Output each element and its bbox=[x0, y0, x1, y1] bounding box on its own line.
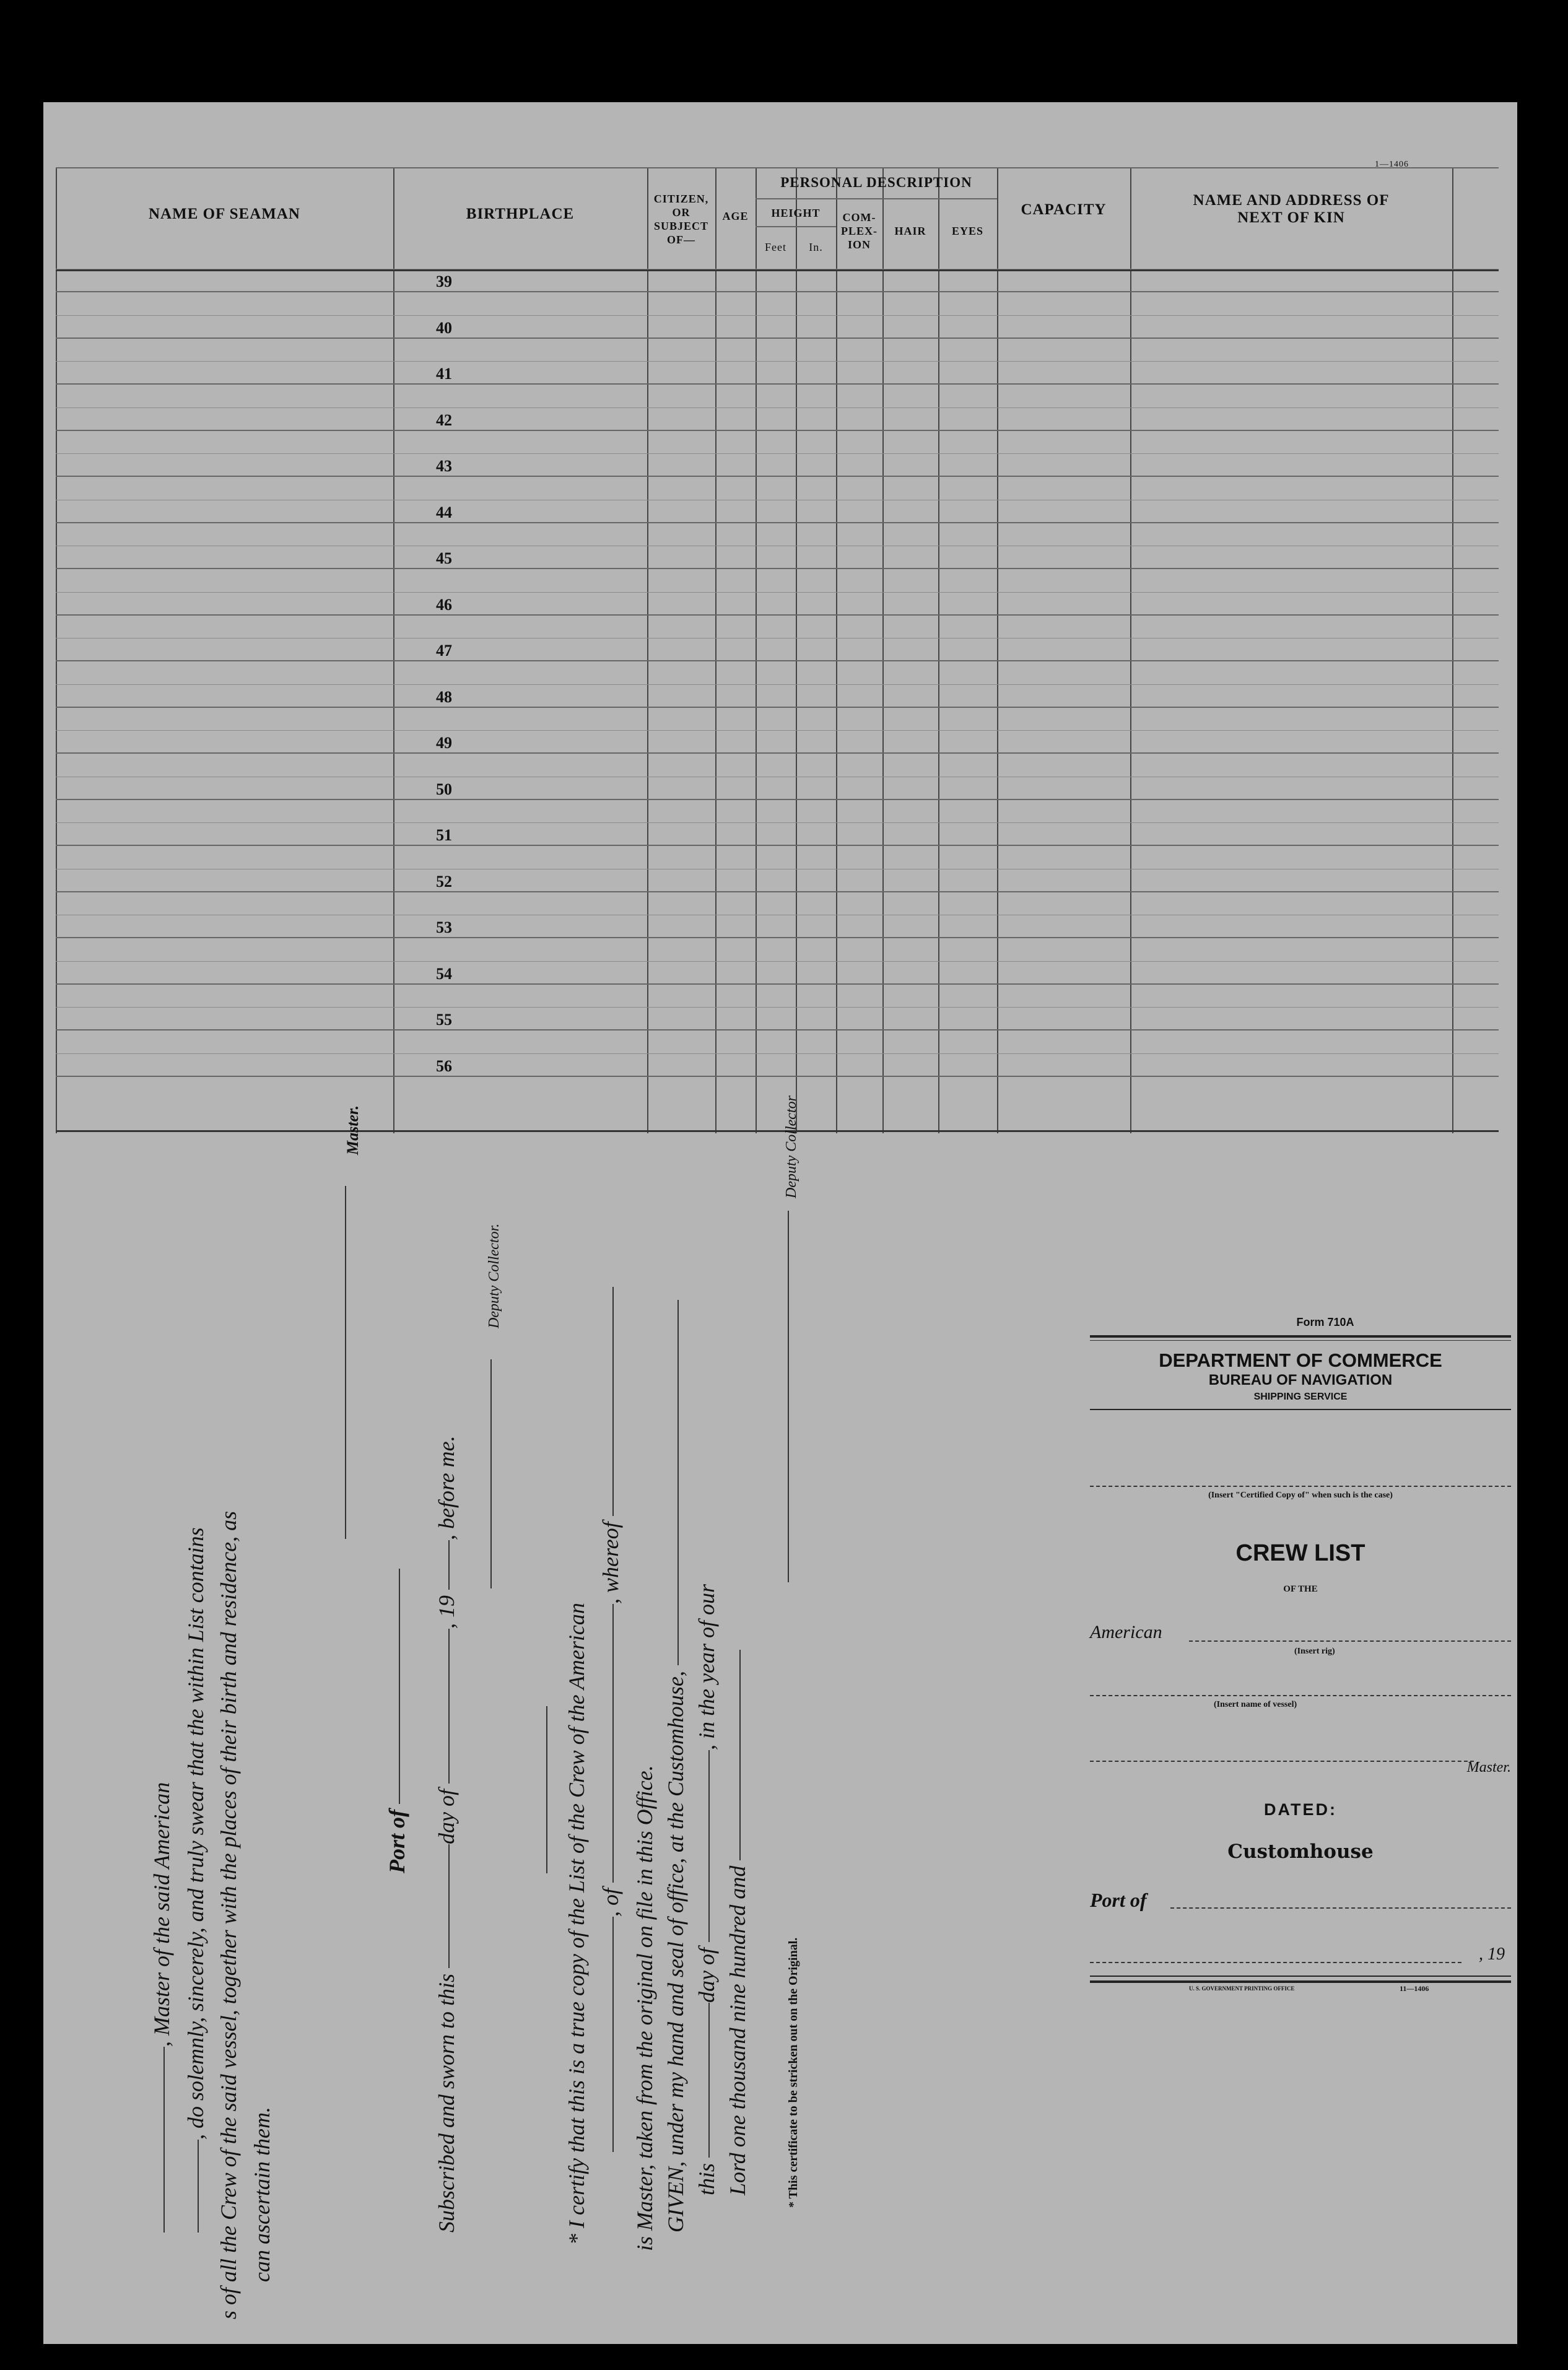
header-birthplace: BIRTHPLACE bbox=[466, 206, 575, 222]
master-caption: Master. bbox=[344, 1105, 362, 1155]
row-subline bbox=[56, 822, 1499, 823]
department-title: DEPARTMENT OF COMMERCE bbox=[1159, 1349, 1442, 1371]
master-line: Master. bbox=[1090, 1759, 1511, 1784]
vessel-name-instruction: (Insert name of vessel) bbox=[1214, 1700, 1297, 1709]
port-line: Port of bbox=[1090, 1889, 1511, 1914]
certified-copy-instruction: (Insert "Certified Copy of" when such is the case) bbox=[1208, 1491, 1393, 1500]
header-personal-description: PERSONAL DESCRIPTION bbox=[780, 175, 972, 190]
certificate-deputy-collector: Deputy Collector bbox=[783, 1096, 799, 1198]
oath-line-3: s of all the Crew of the said vessel, together with the places of their birth and residence, as bbox=[216, 1510, 241, 2319]
row-line bbox=[56, 291, 1499, 292]
row-number: 43 bbox=[436, 457, 452, 475]
oath-port-line: Port of bbox=[384, 1569, 410, 1873]
row-number: 45 bbox=[436, 549, 452, 567]
row-subline bbox=[56, 315, 1499, 316]
header-feet: Feet bbox=[765, 241, 786, 253]
row-number: 53 bbox=[436, 918, 452, 936]
row-subline bbox=[56, 361, 1499, 362]
oath-line-4: can ascertain them. bbox=[250, 2107, 274, 2282]
form-number: Form 710A bbox=[1296, 1316, 1354, 1328]
row-line bbox=[56, 430, 1499, 431]
subscribed-line: Subscribed and sworn to this day of , 19 , before me. bbox=[434, 1436, 459, 2233]
service-title: SHIPPING SERVICE bbox=[1253, 1392, 1348, 1402]
row-number: 56 bbox=[436, 1056, 452, 1075]
row-line bbox=[56, 568, 1499, 569]
oath-line-2: , do solemnly, sincerely, and truly swear that the within List contains bbox=[183, 1527, 209, 2233]
form-code: 1—1406 bbox=[1375, 160, 1409, 169]
row-number: 48 bbox=[436, 687, 452, 706]
row-number: 52 bbox=[436, 872, 452, 891]
row-line bbox=[56, 614, 1499, 616]
row-subline bbox=[56, 730, 1499, 731]
certificate-line-6: Lord one thousand nine hundred and bbox=[725, 1650, 751, 2195]
year-line: , 19 bbox=[1090, 1945, 1511, 1969]
row-line bbox=[56, 660, 1499, 661]
certified-copy-line bbox=[1090, 1484, 1511, 1487]
rig-instruction: (Insert rig) bbox=[1294, 1647, 1335, 1656]
row-subline bbox=[56, 592, 1499, 593]
bureau-title: BUREAU OF NAVIGATION bbox=[1208, 1372, 1393, 1388]
row-number: 46 bbox=[436, 595, 452, 614]
header-name-of-seaman: NAME OF SEAMAN bbox=[148, 206, 300, 222]
row-number: 55 bbox=[436, 1011, 452, 1029]
row-subline bbox=[56, 453, 1499, 454]
row-number: 50 bbox=[436, 780, 452, 798]
row-number: 42 bbox=[436, 411, 452, 429]
certificate-line-5: this day of , in the year of our bbox=[694, 1584, 719, 2195]
header-capacity: CAPACITY bbox=[1021, 201, 1107, 218]
certificate-line-4: GIVEN, under my hand and seal of office, at the Customhouse, bbox=[663, 1300, 689, 2233]
header-citizen: CITIZEN, OR SUBJECT OF— bbox=[653, 193, 709, 246]
rig-line: American bbox=[1090, 1622, 1511, 1647]
row-number: 41 bbox=[436, 365, 452, 383]
oath-line-1: , Master of the said American bbox=[149, 1782, 175, 2233]
row-number: 49 bbox=[436, 734, 452, 752]
certificate-line-3: is Master, taken from the original on file in this Office. bbox=[632, 1765, 657, 2251]
row-line bbox=[56, 752, 1499, 754]
row-number: 47 bbox=[436, 642, 452, 660]
master-signature-line bbox=[334, 1186, 353, 1539]
header-hair: HAIR bbox=[894, 225, 926, 237]
row-subline bbox=[56, 961, 1499, 962]
row-line bbox=[56, 522, 1499, 523]
certificate-footnote: * This certificate to be stricken out on the Original. bbox=[786, 1937, 800, 2208]
row-line bbox=[56, 799, 1499, 800]
of-the-label: OF THE bbox=[1283, 1584, 1318, 1594]
header-eyes: EYES bbox=[951, 225, 984, 237]
certificate-line-1: * I certify that this is a true copy of the List of the Crew of the American bbox=[564, 1603, 589, 2245]
dated-label: DATED: bbox=[1264, 1800, 1337, 1819]
header-inches: In. bbox=[809, 241, 823, 253]
row-line bbox=[56, 476, 1499, 477]
header-complexion: COM- PLEX- ION bbox=[841, 211, 878, 251]
header-age: AGE bbox=[722, 210, 749, 222]
oath-deputy-signature-line bbox=[480, 1359, 499, 1588]
row-line bbox=[56, 845, 1499, 846]
row-subline bbox=[56, 1053, 1499, 1054]
divider-line bbox=[536, 1706, 554, 1873]
printer-line: U. S. GOVERNMENT PRINTING OFFICE 11—1406 bbox=[1189, 1984, 1429, 1993]
row-number: 40 bbox=[436, 318, 452, 337]
row-number: 44 bbox=[436, 503, 452, 521]
row-line bbox=[56, 707, 1499, 708]
row-line bbox=[56, 1076, 1499, 1077]
row-line bbox=[56, 891, 1499, 892]
row-line bbox=[56, 937, 1499, 938]
crew-list-title: CREW LIST bbox=[1235, 1540, 1365, 1566]
row-subline bbox=[56, 1007, 1499, 1008]
cover-panel bbox=[1090, 1316, 1511, 1995]
certificate-line-2: , of , whereof bbox=[598, 1287, 624, 2152]
row-line bbox=[56, 383, 1499, 385]
row-line bbox=[56, 338, 1499, 339]
row-line bbox=[56, 1029, 1499, 1030]
certificate-deputy-signature-line bbox=[777, 1211, 796, 1582]
row-number: 39 bbox=[436, 272, 452, 290]
header-next-of-kin: NAME AND ADDRESS OF NEXT OF KIN bbox=[1193, 192, 1390, 226]
row-line bbox=[56, 983, 1499, 985]
row-subline bbox=[56, 684, 1499, 685]
customhouse-label: Customhouse bbox=[1227, 1841, 1374, 1863]
row-subline bbox=[56, 407, 1499, 408]
crew-table bbox=[56, 160, 1499, 1133]
header-height: HEIGHT bbox=[771, 207, 821, 219]
row-number: 51 bbox=[436, 826, 452, 844]
oath-deputy-collector: Deputy Collector. bbox=[486, 1223, 502, 1328]
row-number: 54 bbox=[436, 964, 452, 983]
